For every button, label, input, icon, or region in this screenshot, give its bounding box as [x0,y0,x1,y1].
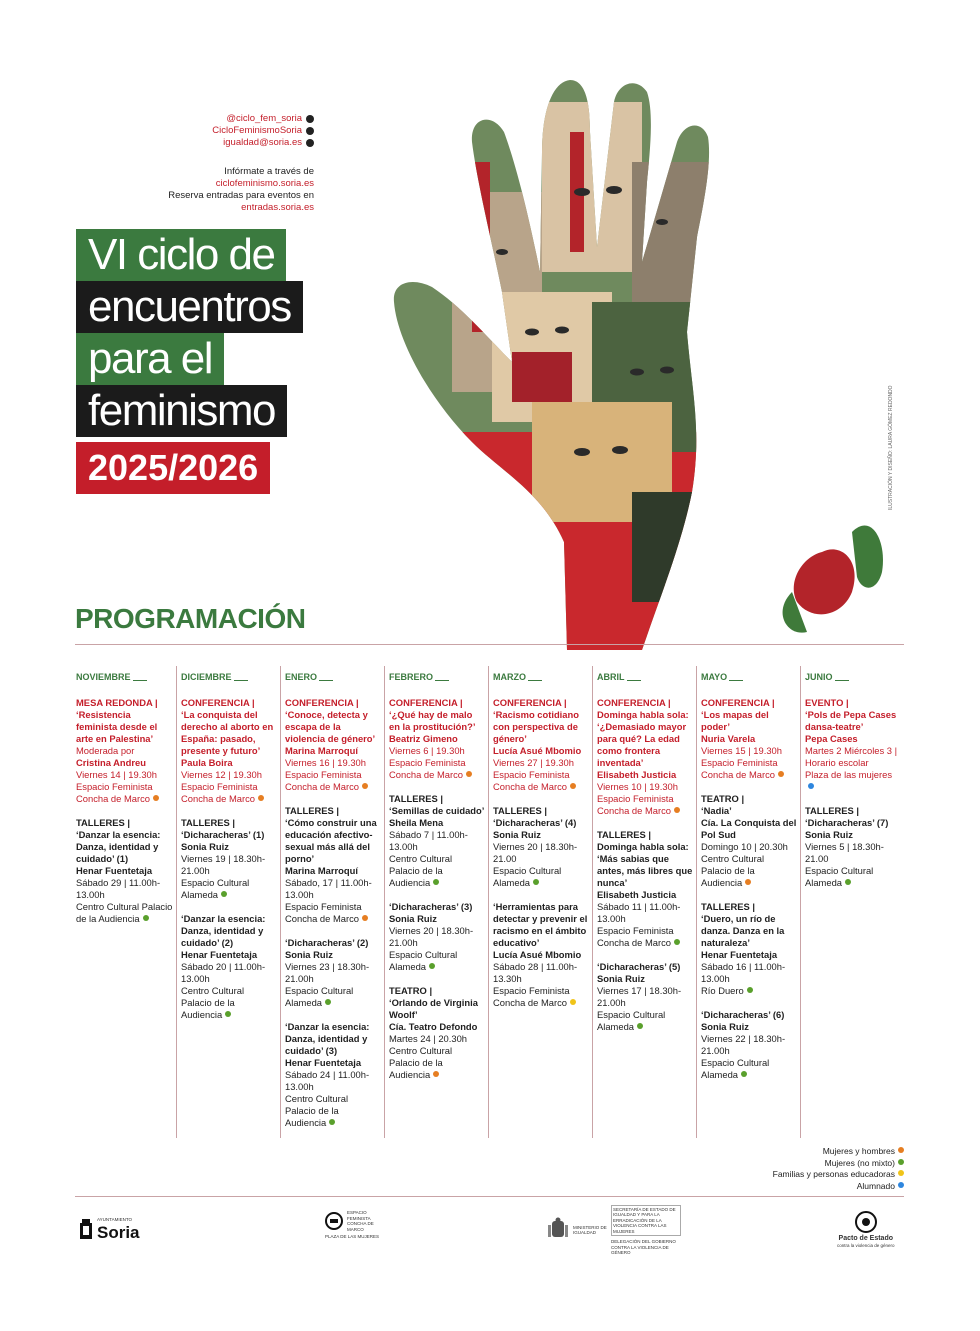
event-item [181,697,277,805]
event-item [285,1021,381,1129]
event-place [181,781,277,805]
event-date: Viernes 17 | 18.30h-21.00h [597,985,682,1008]
event-place-text: Centro Cultural Palacio de la Audiencia [389,853,453,888]
event-date: Sábado 24 | 11.00h-13.00h [285,1069,370,1092]
pacto-estado-logo [837,1210,895,1250]
event-place-text: Espacio Feminista Concha de Marco [285,769,362,792]
orange-dot-icon [570,783,576,789]
green-dot-icon [429,963,435,969]
event-date: Sábado 16 | 11.00h-13.00h [701,961,786,984]
event-item [285,697,381,793]
event-type: TALLERES | [701,901,756,912]
event-place-text: Espacio Feminista Concha de Marco [597,793,674,816]
event-place [597,925,693,949]
event-place [76,781,173,805]
event-place [701,1057,797,1081]
event-place-text: Espacio Feminista Concha de Marco [181,781,258,804]
legend-label: Familias y personas educadoras [772,1169,895,1179]
soria-logo-caption: AYUNTAMIENTO [97,1217,133,1223]
month-heading: ABRIL [597,671,693,683]
event-title: Dominga habla sola: ‘¿Demasiado mayor para qué? La edad como frontera inventada’ [597,709,689,768]
event-place [805,865,901,889]
event-item [701,793,797,889]
delegacion-text: DELEGACIÓN DEL GOBIERNO CONTRA LA VIOLENCIA DE GÉNERO [611,1239,676,1255]
event-place [701,985,797,997]
instagram-icon [306,115,314,123]
red-flower-decoration [783,526,883,633]
event-speaker: Sonia Ruiz [389,913,437,924]
event-type: TALLERES | [597,829,652,840]
event-title: ‘Racismo cotidiano con perspectiva de género’ [493,709,579,744]
event-item [701,901,797,997]
title-line-1: VI ciclo de [76,229,286,281]
event-date: Sábado 20 | 11.00h-13.00h [181,961,266,984]
event-speaker: Cristina Andreu [76,757,146,768]
event-title: ‘Nadia’ [701,805,732,816]
event-speaker: Pepa Cases [805,733,858,744]
legend-item [773,1181,904,1193]
event-title: ‘¿Qué hay de malo en la prostitución?’ [389,709,476,732]
event-title: ‘Semillas de cuidado’ [389,805,485,816]
tickets-link[interactable]: entradas.soria.es [241,202,314,213]
event-title: ‘Herramientas para detectar y prevenir el racismo en el ámbito educativo’ [493,901,588,948]
blue-dot-icon [898,1182,904,1188]
event-item [701,1009,797,1081]
event-place-text: Espacio Feminista Concha de Marco [76,781,153,804]
month-heading: MARZO [493,671,589,683]
info-line: Reserva entradas para eventos en [168,190,314,201]
page-title [76,229,303,494]
month-heading: NOVIEMBRE [76,671,173,683]
event-date: Viernes 20 | 18.30h-21.00 [493,841,578,864]
event-place [493,865,589,889]
section-title: PROGRAMACIÓN [75,603,306,634]
event-item [493,697,589,793]
event-type: TALLERES | [181,817,236,828]
legend-item [773,1169,904,1181]
event-speaker: Marina Marroquí [285,745,358,756]
event-place [181,985,277,1021]
green-dot-icon [329,1119,335,1125]
green-dot-icon [845,879,851,885]
orange-dot-icon [778,771,784,777]
event-date: Viernes 14 | 19.30h [76,769,157,780]
event-date: Viernes 19 | 18.30h-21.00h [181,853,266,876]
event-place [181,877,277,901]
orange-dot-icon [466,771,472,777]
event-item [597,961,693,1033]
month-heading: DICIEMBRE [181,671,277,683]
event-place [389,949,485,973]
event-date: Martes 2 Miércoles 3 | Horario escolar [805,745,898,768]
event-type: TALLERES | [285,805,340,816]
event-date: Viernes 20 | 18.30h-21.00h [389,925,474,948]
event-speaker: Lucía Asué Mbomio [493,949,582,960]
event-speaker: Beatriz Gimeno [389,733,458,744]
event-place [389,757,485,781]
email-icon [306,139,314,147]
pacto-text: Pacto de Estado [838,1235,893,1242]
month-column-junio [800,666,904,1138]
event-title: ‘Duero, un río de danza. Danza en la naturaleza’ [701,913,785,948]
event-item [389,793,485,889]
event-date: Sábado 28 | 11.00h-13.30h [493,961,578,984]
green-dot-icon [225,1011,231,1017]
blue-dot-icon [808,783,814,789]
event-date: Sábado 7 | 11.00h-13.00h [389,829,468,852]
event-place-text: Centro Cultural Palacio de la Audiencia [701,853,765,888]
contact-list [212,113,314,149]
event-speaker: Cía. Teatro Defondo [389,1021,478,1032]
hand-collage-illustration [392,72,892,652]
event-title: ‘Danzar la esencia: Danza, identidad y cuidado’ (1) [76,829,161,864]
event-item [285,937,381,1009]
event-type: TALLERES | [76,817,131,828]
orange-dot-icon [153,795,159,801]
event-place [389,853,485,889]
event-date: Viernes 16 | 19.30h [285,757,366,768]
event-speaker: Elisabeth Justicia [597,769,677,780]
event-place-text: Espacio Cultural Alameda [597,1009,666,1032]
event-item [805,697,901,793]
event-speaker: Henar Fuentetaja [701,949,778,960]
event-place-text: Espacio Feminista Concha de Marco [701,757,778,780]
month-column-marzo [488,666,592,1138]
event-place [285,985,381,1009]
contact-text: igualdad@soria.es [223,137,302,148]
legend-item [773,1158,904,1170]
event-title: ‘Dicharacheras’ (2) [285,937,369,948]
event-place [76,901,173,925]
divider [75,644,904,645]
event-title: ‘La conquista del derecho al aborto en España: pasado, presente y futuro’ [181,709,274,756]
event-place-text: Centro Cultural Palacio de la Audiencia [285,1093,349,1128]
event-item [181,817,277,901]
event-item [76,817,173,925]
event-place-text: Espacio Cultural Alameda [805,865,874,888]
event-place [389,1045,485,1081]
title-line-3: para el [76,333,224,385]
event-date: Viernes 6 | 19.30h [389,745,465,756]
event-item [389,697,485,781]
month-column-febrero [384,666,488,1138]
contact-email[interactable] [212,137,314,149]
event-title: ‘Dicharacheras’ (7) [805,817,889,828]
green-dot-icon [325,999,331,1005]
ministerio-text: MINISTERIO DE IGUALDAD [573,1224,607,1235]
event-date: Sábado 29 | 11.00h-13.00h [76,877,161,900]
event-item [389,901,485,973]
soria-logo [79,1210,140,1250]
event-place [285,769,381,793]
green-dot-icon [898,1159,904,1165]
event-item [597,829,693,949]
contact-text: CicloFeminismoSoria [212,125,302,136]
event-type: CONFERENCIA | [181,697,255,708]
legend-label: Alumnado [856,1180,895,1191]
event-speaker: Paula Boira [181,757,233,768]
event-date: Domingo 10 | 20.30h [701,841,788,852]
event-place [597,793,693,817]
event-date: Viernes 15 | 19.30h [701,745,782,756]
event-speaker: Sonia Ruiz [701,1021,749,1032]
event-place-text: Espacio Cultural Alameda [389,949,458,972]
info-line: Infórmate a través de [224,166,314,177]
event-title: ‘Cómo construir una educación afectivo-sexual más allá del porno’ [285,817,377,864]
event-item [597,697,693,817]
event-type: TALLERES | [805,805,860,816]
event-item [285,805,381,925]
green-dot-icon [747,987,753,993]
event-item [701,697,797,781]
event-speaker: Lucía Asué Mbomio [493,745,582,756]
divider [75,1196,904,1197]
event-item [389,985,485,1081]
event-item [805,805,901,889]
event-date: Viernes 12 | 19.30h [181,769,262,780]
event-place [701,757,797,781]
spain-crest-icon [547,1217,569,1243]
event-type: CONFERENCIA | [285,697,359,708]
legend-label: Mujeres y hombres [822,1146,895,1156]
event-speaker: Cía. La Conquista del Pol Sud [701,817,797,840]
pacto-icon [854,1210,878,1234]
event-title: ‘Dicharacheras’ (1) [181,829,265,840]
event-speaker: Sonia Ruiz [181,841,229,852]
event-speaker: Sonia Ruiz [597,973,645,984]
event-date: Viernes 5 | 18.30h-21.00 [805,841,884,864]
orange-dot-icon [362,915,368,921]
title-line-4: feminismo [76,385,287,437]
event-item [181,913,277,1021]
event-type: EVENTO | [805,697,849,708]
event-title: ‘Dicharacheras’ (3) [389,901,473,912]
event-title: ‘Dicharacheras’ (5) [597,961,681,972]
plaza-caption: PLAZA DE LAS MUJERES [325,1234,380,1239]
event-place-text: Espacio Feminista Concha de Marco [389,757,466,780]
illustration-credit: ILUSTRACIÓN Y DISEÑO: LAURA GÓMEZ REDONDO [888,385,894,510]
event-speaker: Henar Fuentetaja [285,1057,362,1068]
event-place-text: Centro Cultural Palacio de la Audiencia [181,985,245,1020]
green-dot-icon [221,891,227,897]
event-detail: Moderada por [76,745,135,756]
month-column-mayo [696,666,800,1138]
event-item [76,697,173,805]
green-dot-icon [637,1023,643,1029]
month-column-abril [592,666,696,1138]
event-date: Sábado 11 | 11.00h-13.00h [597,901,681,924]
event-type: TEATRO | [389,985,433,996]
event-date: Viernes 27 | 19.30h [493,757,574,768]
event-place [285,1093,381,1129]
event-title: ‘Orlando de Virginia Woolf’ [389,997,478,1020]
facebook-icon [306,127,314,135]
green-dot-icon [674,939,680,945]
title-year: 2025/2026 [76,442,270,494]
event-date: Viernes 10 | 19.30h [597,781,678,792]
event-type: CONFERENCIA | [493,697,567,708]
event-place [805,769,901,793]
plaza-icon [325,1212,343,1230]
event-place-text: Espacio Cultural Alameda [493,865,562,888]
plaza-mujeres-logo [325,1210,381,1250]
event-place-text: Centro Cultural Palacio de la Audiencia [389,1045,453,1080]
event-title: Dominga habla sola: ‘Más sabias que antes, más libres que nunca’ [597,841,693,888]
event-item [493,901,589,1009]
event-title: ‘Danzar la esencia: Danza, identidad y cuidado’ (2) [181,913,266,948]
event-speaker: Marina Marroquí [285,865,358,876]
event-place [597,1009,693,1033]
event-date: Sábado, 17 | 11.00h-13.00h [285,877,372,900]
legend-label: Mujeres (no mixto) [824,1157,895,1168]
event-title: ‘Resistencia feminista desde el arte en Palestina’ [76,709,158,744]
event-place-text: Espacio Cultural Alameda [701,1057,770,1080]
green-dot-icon [741,1071,747,1077]
event-place [701,853,797,889]
event-speaker: Sheila Mena [389,817,444,828]
info-block [168,166,314,214]
soria-logo-text: Soria [97,1222,140,1242]
event-place-text: Espacio Cultural Alameda [285,985,354,1008]
event-date: Viernes 22 | 18.30h-21.00h [701,1033,786,1056]
yellow-dot-icon [570,999,576,1005]
pacto-subtext: contra la violencia de género [837,1243,895,1248]
title-line-2: encuentros [76,281,303,333]
green-dot-icon [143,915,149,921]
event-speaker: Sonia Ruiz [285,949,333,960]
event-speaker: Sonia Ruiz [805,829,853,840]
orange-dot-icon [674,807,680,813]
event-speaker: Henar Fuentetaja [76,865,153,876]
event-title: ‘Danzar la esencia: Danza, identidad y cuidado’ (3) [285,1021,370,1056]
event-item [493,805,589,889]
green-dot-icon [433,879,439,885]
event-date: Viernes 23 | 18.30h-21.00h [285,961,370,984]
program-grid [72,666,904,1138]
plaza-side-text: ESPACIO FEMINISTA CONCHA DE MARCO [347,1210,374,1232]
event-place [285,901,381,925]
month-column-diciembre [176,666,280,1138]
ministerio-logo [547,1206,681,1255]
event-place [493,769,589,793]
event-title: ‘Los mapas del poder’ [701,709,769,732]
legend-item [773,1146,904,1158]
event-speaker: Henar Fuentetaja [181,949,258,960]
month-heading: JUNIO [805,671,901,683]
coat-of-arms-icon [79,1219,93,1241]
event-title: ‘Pols de Pepa Cases dansa-teatre’ [805,709,897,732]
secretaria-text: SECRETARÍA DE ESTADO DE IGUALDAD Y PARA LA ERRADICACIÓN DE LA VIOLENCIA CONTRA LAS MUJERES [611,1205,681,1237]
sponsor-logos [75,1206,904,1255]
event-speaker: Sonia Ruiz [493,829,541,840]
month-heading: FEBRERO [389,671,485,683]
month-column-enero [280,666,384,1138]
event-place-text: Espacio Cultural Alameda [181,877,250,900]
event-type: TEATRO | [701,793,745,804]
orange-dot-icon [898,1147,904,1153]
month-column-noviembre [72,666,176,1138]
event-type: TALLERES | [389,793,444,804]
green-dot-icon [533,879,539,885]
event-place-text: Plaza de las mujeres [805,769,893,780]
contact-facebook[interactable] [212,125,314,137]
event-place-text: Río Duero [701,985,744,996]
event-type: TALLERES | [493,805,548,816]
event-title: ‘Dicharacheras’ (4) [493,817,577,828]
event-place [493,985,589,1009]
event-place-text: Espacio Feminista Concha de Marco [493,769,570,792]
legend [773,1146,904,1192]
orange-dot-icon [745,879,751,885]
event-type: MESA REDONDA | [76,697,158,708]
month-heading: MAYO [701,671,797,683]
event-type: CONFERENCIA | [701,697,775,708]
event-title: ‘Conoce, detecta y escapa de la violencia de género’ [285,709,376,744]
event-place-text: Centro Cultural Palacio de la Audiencia [76,901,173,924]
contact-text: @ciclo_fem_soria [226,113,302,124]
event-type: CONFERENCIA | [597,697,671,708]
event-date: Martes 24 | 20.30h [389,1033,468,1044]
event-speaker: Elisabeth Justicia [597,889,677,900]
orange-dot-icon [362,783,368,789]
orange-dot-icon [433,1071,439,1077]
website-link[interactable]: ciclofeminismo.soria.es [215,178,314,189]
event-place-text: Espacio Feminista Concha de Marco [493,985,570,1008]
contact-instagram[interactable] [212,113,314,125]
yellow-dot-icon [898,1170,904,1176]
orange-dot-icon [258,795,264,801]
month-heading: ENERO [285,671,381,683]
event-speaker: Nuria Varela [701,733,756,744]
event-place-text: Espacio Feminista Concha de Marco [597,925,674,948]
event-title: ‘Dicharacheras’ (6) [701,1009,785,1020]
event-type: CONFERENCIA | [389,697,463,708]
event-place-text: Espacio Feminista Concha de Marco [285,901,362,924]
